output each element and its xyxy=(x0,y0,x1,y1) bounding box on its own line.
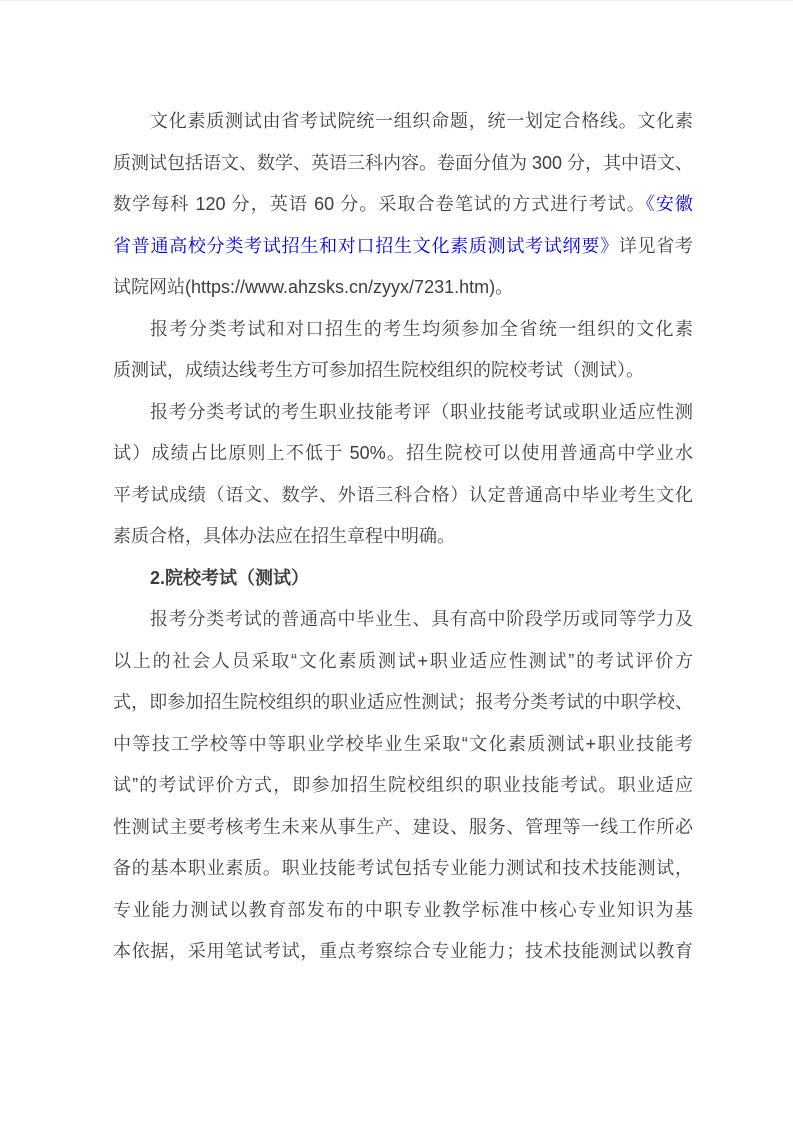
text-line xyxy=(113,724,693,766)
text-line xyxy=(113,765,693,807)
text-segment: 性测试主要考核考生未来从事生产、建设、服务、管理等一线工作所必 xyxy=(113,816,693,837)
text-segment: 式，即参加招生院校组织的职业适应性测试；报考分类考试的中职学校、 xyxy=(113,692,693,712)
text-line xyxy=(113,641,693,683)
text-segment: 备的基本职业素质。职业技能考试包括专业能力测试和技术技能测试， xyxy=(113,858,693,878)
text-line xyxy=(113,599,693,641)
text-segment: 专业能力测试以教育部发布的中职专业教学标准中核心专业知识为基 xyxy=(113,899,693,920)
text-segment: 中等技工学校等中等职业学校毕业生采取“文化素质测试+职业技能考 xyxy=(113,733,693,754)
text-segment: 试院网站(https://www.ahzsks.cn/zyyx/7231.htm)。 xyxy=(113,277,514,297)
text-segment: 报考分类考试的考生职业技能考评（职业技能考试或职业适应性测 xyxy=(150,401,693,422)
text-line xyxy=(113,350,693,392)
text-segment: 文化素质测试由省考试院统一组织命题，统一划定合格线。文化素 xyxy=(150,111,693,131)
document-hyperlink[interactable]: 《安徽 xyxy=(645,194,693,214)
text-line xyxy=(113,807,693,849)
text-line xyxy=(113,309,693,351)
text-segment: 质测试包括语文、数学、英语三科内容。卷面分值为 300 分，其中语文、 xyxy=(113,152,694,173)
text-line xyxy=(113,143,693,185)
text-segment: 以上的社会人员采取“文化素质测试+职业适应性测试”的考试评价方 xyxy=(113,650,693,671)
text-segment: 数学每科 120 分，英语 60 分。采取合卷笔试的方式进行考试。 xyxy=(113,194,646,214)
text-segment: 试）成绩占比原则上不低于 50%。招生院校可以使用普通高中学业水 xyxy=(113,443,693,463)
text-line xyxy=(113,516,693,558)
text-line xyxy=(113,267,693,309)
text-segment: 质测试，成绩达线考生方可参加招生院校组织的院校考试（测试）。 xyxy=(113,360,644,380)
text-line xyxy=(113,433,693,475)
text-line xyxy=(113,226,693,268)
text-line xyxy=(113,475,693,517)
text-line xyxy=(113,890,693,932)
text-segment: 本依据，采用笔试考试，重点考察综合专业能力；技术技能测试以教育 xyxy=(113,941,693,961)
text-line xyxy=(113,931,693,973)
text-line xyxy=(113,392,693,434)
text-line xyxy=(113,682,693,724)
document-hyperlink[interactable]: 省普通高校分类考试招生和对口招生文化素质测试考试纲要》 xyxy=(113,235,619,256)
text-segment: 平考试成绩（语文、数学、外语三科合格）认定普通高中毕业考生文化 xyxy=(113,484,693,505)
text-segment: 详见省考 xyxy=(618,235,693,256)
text-line xyxy=(113,184,693,226)
section-heading: 2.院校考试（测试） xyxy=(150,567,310,588)
document-body xyxy=(113,101,693,973)
text-line xyxy=(113,848,693,890)
text-segment: 报考分类考试和对口招生的考生均须参加全省统一组织的文化素 xyxy=(150,318,693,339)
text-segment: 报考分类考试的普通高中毕业生、具有高中阶段学历或同等学力及 xyxy=(150,609,693,629)
text-segment: 素质合格，具体办法应在招生章程中明确。 xyxy=(113,526,455,546)
text-segment: 试”的考试评价方式，即参加招生院校组织的职业技能考试。职业适应 xyxy=(113,775,693,795)
text-line xyxy=(113,101,693,143)
